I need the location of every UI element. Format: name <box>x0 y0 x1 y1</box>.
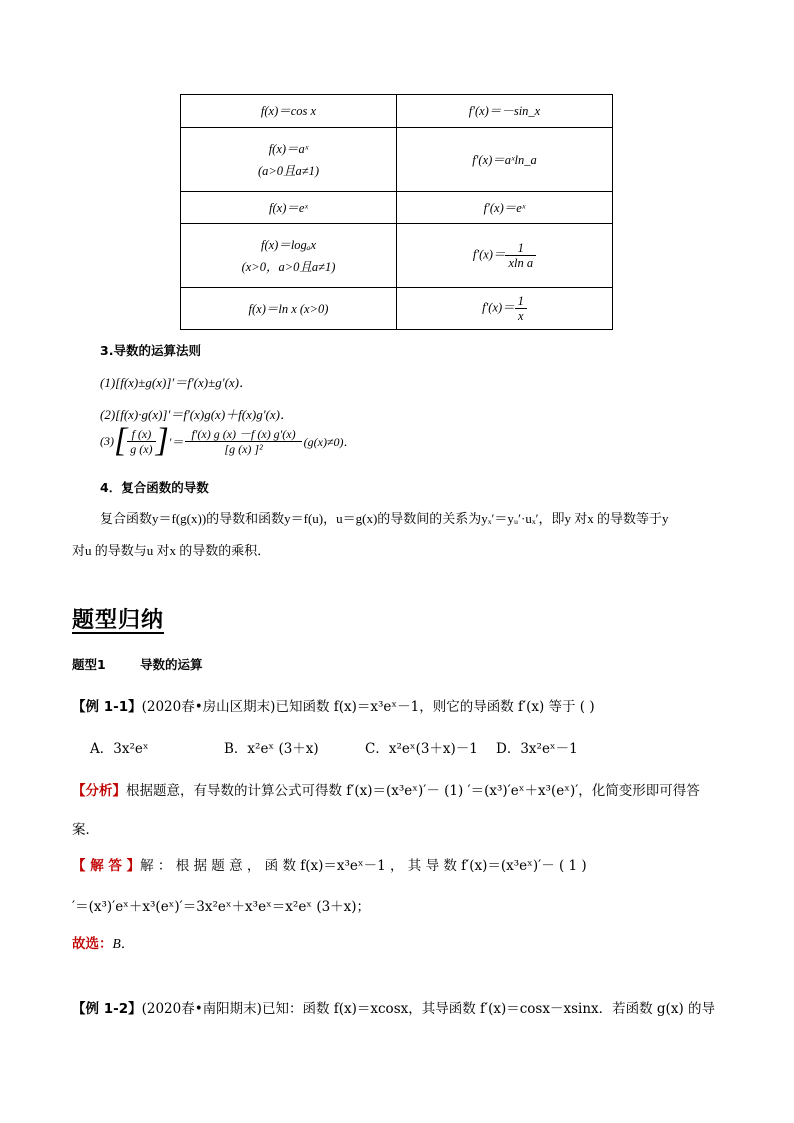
rules-title: 3.导数的运算法则 <box>100 343 201 358</box>
table-cell <box>181 128 397 192</box>
answer-tag: 【 解 答 】 <box>72 858 141 874</box>
formula-prefix: f′(x)＝ <box>472 247 506 262</box>
rule-quotient <box>100 424 356 458</box>
fraction <box>515 294 527 323</box>
formula-prefix: f′(x)＝ <box>482 300 515 315</box>
option-b: B．x²eˣ (3＋x) <box>224 741 319 757</box>
formula: f(x)＝eˣ <box>269 200 308 215</box>
fraction-denominator: [g (x) ]² <box>224 441 263 456</box>
inner-fraction <box>127 427 155 456</box>
table-cell <box>397 288 613 330</box>
example-question: 已知：函数 f(x)＝xcosx，其导函数 f′(x)＝cosx－xsinx．若函数 g(x) 的导 <box>261 1001 716 1017</box>
choice-answer: B． <box>112 936 135 951</box>
example-tag: 【例 1-1】 <box>72 699 142 715</box>
composite-paragraph-line2: 对u 的导数与u 对x 的导数的乘积． <box>72 543 271 558</box>
rule-sum: (1)[f(x)±g(x)]′＝f′(x)±g′(x)． <box>100 375 253 390</box>
section-heading: 题型归纳 <box>72 608 165 633</box>
example-1-2-stem <box>72 997 715 1017</box>
analysis-text: 根据题意，有导数的计算公式可得数 f′(x)＝(x³eˣ)′－ (1) ′＝(x³)′eˣ＋x³(eˣ)′，化简变形即可得答 <box>126 783 700 799</box>
analysis-line2: 案． <box>72 822 99 838</box>
table-cell <box>397 95 613 128</box>
fraction-denominator: xln a <box>508 256 534 270</box>
fraction-numerator: 1 <box>505 241 536 256</box>
answer-text: 解 ： 根 据 题 意 ， 函 数 f(x)＝x³eˣ－1 ， 其 导 数 f′(x)＝(x³eˣ)′－ ( 1 ) <box>140 858 587 874</box>
table-row <box>181 95 613 128</box>
answer-line2: ′＝(x³)′eˣ＋x³(eˣ)′＝3x²eˣ＋x³eˣ＝x²eˣ (3＋x)； <box>72 899 371 915</box>
derivative-table <box>180 94 613 330</box>
table-cell <box>397 192 613 224</box>
formula: f′(x)＝－sin_x <box>468 104 541 118</box>
table-cell <box>181 95 397 128</box>
option-c: C．x²eˣ(3＋x)－1 <box>365 741 478 757</box>
choice-tag: 故选： <box>72 936 113 952</box>
fraction-denominator: g (x) <box>130 441 153 456</box>
option-d: D．3x²eˣ－1 <box>496 741 578 757</box>
rule-number: (3) <box>100 433 114 448</box>
fraction-numerator: 1 <box>515 294 527 309</box>
type-label: 题型1 <box>72 657 106 672</box>
quotient-fraction <box>185 427 301 456</box>
example-question: 已知函数 f(x)＝x³eˣ－1，则它的导函数 f′(x) 等于 ( ) <box>275 699 595 715</box>
choice-line <box>72 932 134 952</box>
right-bracket: ] <box>155 422 169 459</box>
rule-product: (2)[f(x)·g(x)]′＝f′(x)g(x)＋f(x)g′(x)． <box>100 407 293 422</box>
analysis-tag: 【分析】 <box>72 783 126 799</box>
composite-paragraph-line1: 复合函数y＝f(g(x))的导数和函数y＝f(u)，u＝g(x)的导数间的关系为yₓ′＝yᵤ′·uₓ′，即y 对x 的导数等于y <box>100 511 669 526</box>
formula: f(x)＝logₐx <box>260 237 317 252</box>
analysis-line1 <box>72 779 700 799</box>
table-row <box>181 288 613 330</box>
table-cell <box>397 128 613 192</box>
formula: f′(x)＝eˣ <box>483 200 526 215</box>
table-cell <box>181 224 397 288</box>
answer-line1 <box>72 854 587 874</box>
left-bracket: [ <box>114 422 128 459</box>
table-row <box>181 192 613 224</box>
type-title: 导数的运算 <box>140 657 203 672</box>
fraction-numerator: f′(x) g (x) －f (x) g′(x) <box>185 427 301 442</box>
formula-condition: (x>0，a>0且a≠1) <box>241 259 336 274</box>
table-cell <box>181 288 397 330</box>
fraction <box>505 241 536 270</box>
example-source: (2020春•房山区期末) <box>141 699 276 715</box>
formula: f(x)＝cos x <box>260 104 317 118</box>
example-tag: 【例 1-2】 <box>72 1001 142 1017</box>
table-row <box>181 224 613 288</box>
formula: f′(x)＝aˣln_a <box>472 152 537 167</box>
fraction-numerator: f (x) <box>127 427 155 442</box>
formula: f(x)＝aˣ <box>268 141 309 156</box>
formula: f(x)＝ln x (x>0) <box>248 301 329 316</box>
example-source: (2020春•南阳期末) <box>141 1001 262 1017</box>
table-cell <box>397 224 613 288</box>
rule-condition: (g(x)≠0)． <box>303 434 356 449</box>
option-a: A．3x²eˣ <box>90 741 149 757</box>
table-row <box>181 128 613 192</box>
example-1-1-stem <box>72 695 595 715</box>
formula-condition: (a>0且a≠1) <box>257 163 320 178</box>
table-cell <box>181 192 397 224</box>
composite-title: 4．复合函数的导数 <box>100 480 209 495</box>
fraction-denominator: x <box>518 309 524 323</box>
prime-equals: ′＝ <box>168 434 184 449</box>
